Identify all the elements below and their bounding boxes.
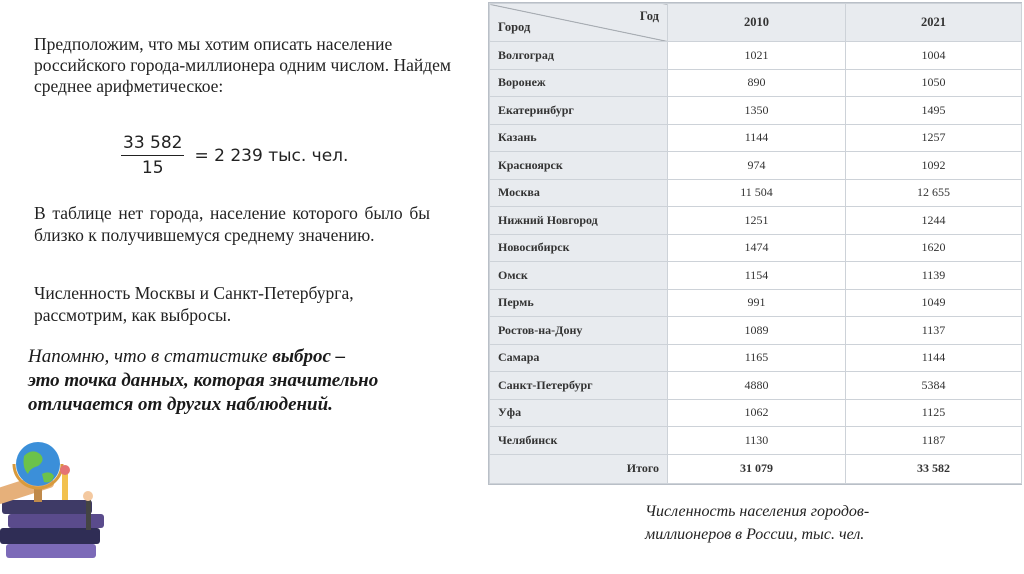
value-2021-cell: 1139 bbox=[846, 262, 1022, 290]
value-2021-cell: 5384 bbox=[846, 372, 1022, 400]
value-2010-cell: 11 504 bbox=[668, 179, 846, 207]
total-row bbox=[490, 454, 1022, 483]
header-2021: 2021 bbox=[846, 4, 1022, 42]
table-row bbox=[490, 317, 1022, 345]
city-cell: Москва bbox=[490, 179, 668, 207]
city-cell: Санкт-Петербург bbox=[490, 372, 668, 400]
value-2021-cell: 12 655 bbox=[846, 179, 1022, 207]
city-cell: Казань bbox=[490, 124, 668, 152]
value-2010-cell: 1474 bbox=[668, 234, 846, 262]
value-2021-cell: 1620 bbox=[846, 234, 1022, 262]
intro-text: Предположим, что мы хотим описать население российского города-миллионера одним числом. Найдем среднее арифметическое: bbox=[34, 34, 451, 96]
value-2021-cell: 1495 bbox=[846, 97, 1022, 125]
value-2010-cell: 890 bbox=[668, 69, 846, 97]
fraction-denominator: 15 bbox=[141, 158, 164, 178]
table-row bbox=[490, 234, 1022, 262]
table-row bbox=[490, 344, 1022, 372]
table-row bbox=[490, 124, 1022, 152]
table-header-row bbox=[490, 4, 1022, 42]
value-2010-cell: 1154 bbox=[668, 262, 846, 290]
value-2021-cell: 1257 bbox=[846, 124, 1022, 152]
value-2021-cell: 1244 bbox=[846, 207, 1022, 235]
city-cell: Ростов-на-Дону bbox=[490, 317, 668, 345]
value-2010-cell: 1251 bbox=[668, 207, 846, 235]
header-corner-cell bbox=[490, 4, 668, 42]
value-2021-cell: 1187 bbox=[846, 427, 1022, 455]
definition-lead: Напомню, что в статистике bbox=[28, 346, 273, 367]
value-2010-cell: 1350 bbox=[668, 97, 846, 125]
table-body bbox=[490, 42, 1022, 484]
value-2010-cell: 1165 bbox=[668, 344, 846, 372]
value-2010-cell: 1089 bbox=[668, 317, 846, 345]
table-row bbox=[490, 289, 1022, 317]
total-2021-cell: 33 582 bbox=[846, 454, 1022, 483]
table-row bbox=[490, 262, 1022, 290]
value-2010-cell: 1130 bbox=[668, 427, 846, 455]
header-city-label: Город bbox=[498, 20, 531, 34]
city-cell: Уфа bbox=[490, 399, 668, 427]
value-2021-cell: 1137 bbox=[846, 317, 1022, 345]
formula-result: = 2 239 тыс. чел. bbox=[194, 145, 349, 166]
value-2021-cell: 1004 bbox=[846, 42, 1022, 70]
city-cell: Нижний Новгород bbox=[490, 207, 668, 235]
table-row bbox=[490, 69, 1022, 97]
city-cell: Челябинск bbox=[490, 427, 668, 455]
fraction-numerator: 33 582 bbox=[121, 133, 184, 156]
value-2021-cell: 1092 bbox=[846, 152, 1022, 180]
value-2010-cell: 1144 bbox=[668, 124, 846, 152]
table-row bbox=[490, 42, 1022, 70]
table-row bbox=[490, 372, 1022, 400]
value-2021-cell: 1049 bbox=[846, 289, 1022, 317]
value-2021-cell: 1144 bbox=[846, 344, 1022, 372]
value-2021-cell: 1050 bbox=[846, 69, 1022, 97]
fraction bbox=[121, 133, 184, 178]
value-2010-cell: 974 bbox=[668, 152, 846, 180]
city-cell: Пермь bbox=[490, 289, 668, 317]
table-row bbox=[490, 97, 1022, 125]
table-row bbox=[490, 179, 1022, 207]
table-row bbox=[490, 399, 1022, 427]
total-label-cell: Итого bbox=[490, 454, 668, 483]
value-2010-cell: 4880 bbox=[668, 372, 846, 400]
city-cell: Новосибирск bbox=[490, 234, 668, 262]
city-cell: Воронеж bbox=[490, 69, 668, 97]
definition-rest: это точка данных, которая значительно отличается от других наблюдений. bbox=[28, 370, 379, 415]
mean-formula bbox=[121, 133, 348, 178]
globe-books-illustration bbox=[0, 430, 110, 574]
table-row bbox=[490, 427, 1022, 455]
outliers-text: Численность Москвы и Санкт-Петербурга, рассмотрим, как выбросы. bbox=[34, 283, 354, 325]
total-2010-cell: 31 079 bbox=[668, 454, 846, 483]
value-2010-cell: 1062 bbox=[668, 399, 846, 427]
city-cell: Красноярск bbox=[490, 152, 668, 180]
value-2010-cell: 991 bbox=[668, 289, 846, 317]
city-cell: Омск bbox=[490, 262, 668, 290]
table-row bbox=[490, 207, 1022, 235]
population-table bbox=[488, 2, 1022, 485]
definition-term: выброс – bbox=[272, 346, 346, 367]
header-2010: 2010 bbox=[668, 4, 846, 42]
no-city-text: В таблице нет города, население которого было бы близко к получившемуся среднему значению. bbox=[34, 203, 430, 245]
value-2010-cell: 1021 bbox=[668, 42, 846, 70]
table-row bbox=[490, 152, 1022, 180]
city-cell: Волгоград bbox=[490, 42, 668, 70]
value-2021-cell: 1125 bbox=[846, 399, 1022, 427]
city-cell: Екатеринбург bbox=[490, 97, 668, 125]
city-cell: Самара bbox=[490, 344, 668, 372]
outlier-definition bbox=[28, 345, 448, 417]
header-year-label: Год bbox=[639, 9, 659, 23]
table-caption: Численность населения городов-миллионеров в России, тыс. чел. bbox=[645, 503, 870, 543]
